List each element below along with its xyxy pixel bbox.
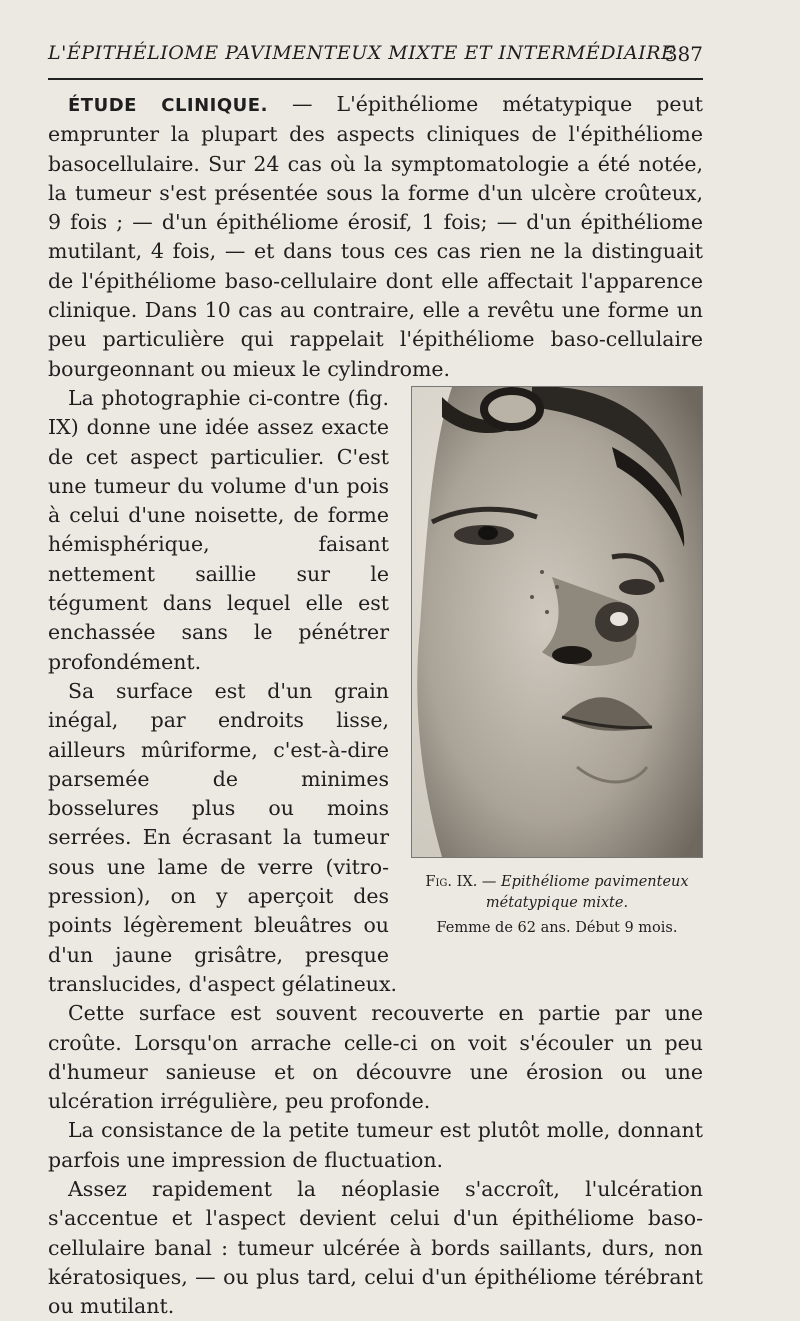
paragraph-clinical-study [48,90,703,384]
figure-ix [411,386,703,939]
running-title: L'ÉPITHÉLIOME PAVIMENTEUX MIXTE ET INTERMÉDIAIRE [48,42,676,64]
section-lead: ÉTUDE CLINIQUE. [68,95,268,116]
page-number: 387 [664,42,703,66]
figure-title: — Epithéliome pavimenteux métatypique mixte. [477,873,689,911]
body-text [48,90,703,1321]
header-rule [48,78,703,80]
patient-face-photo [411,386,703,858]
paragraph-crust: Cette surface est souvent recouverte en partie par une croûte. Lorsqu'on arrache celle-ci on voit s'écouler un peu d'humeur sanieuse et on découvre une érosion ou une ulcération irrégulière, peu profonde. [48,1001,703,1114]
paragraph-text: — L'épithéliome métatypique peut emprunter la plupart des aspects cliniques de l'épithéliome basocellulaire. Sur 24 cas où la symptomatologie a été notée, la tumeur s'est présentée sous la forme d'un ulcère croûteux, 9 fois ; — d'un épithéliome érosif, 1 fois; — d'un épithéliome mutilant, 4 fois, — et dans tous ces cas rien ne la distinguait de l'épithéliome baso-cellulaire dont elle affectait l'apparence clinique. Dans 10 cas au contraire, elle a revêtu une forme un peu particulière qui rappelait l'épithéliome baso-cellulaire bourgeonnant ou mieux le cylindrome. [48,92,704,381]
page-header [48,42,703,74]
paragraph-photo-description: La photographie ci-contre (fig. IX) donne une idée assez exacte de cet aspect particulier. C'est une tumeur du volume d'un pois à celui d'une noisette, de forme hémisphérique, faisant nettement saillie sur le tégument dans lequel elle est enchassée sans le pénétrer profondément. [48,385,389,674]
paragraph-surface: Sa surface est d'un grain inégal, par endroits lisse, ailleurs mûriforme, c'est-à-dire parsemée de minimes bosselures plus ou moins serrées. En écrasant la tumeur sous une lame de verre (vitro-pression), on y aperçoit des points légèrement bleuâtres ou d'un jaune grisâtre, presque translucides, d'aspect gélatineux. [48,678,398,996]
paragraph-consistency: La consistance de la petite tumeur est plutôt molle, donnant parfois une impression de fluctuation. [48,1118,703,1172]
figure-note: Femme de 62 ans. Début 9 mois. [436,919,678,936]
paragraph-evolution: Assez rapidement la néoplasie s'accroît, l'ulcération s'accentue et l'aspect devient celui d'un épithéliome baso-cellulaire banal : tumeur ulcérée à bords saillants, durs, non kératosiques, — ou plus tard, celui d'un épithéliome térébrant ou mutilant. [48,1176,703,1319]
figure-caption [411,872,703,939]
figure-label: Fig. IX. [425,873,478,890]
